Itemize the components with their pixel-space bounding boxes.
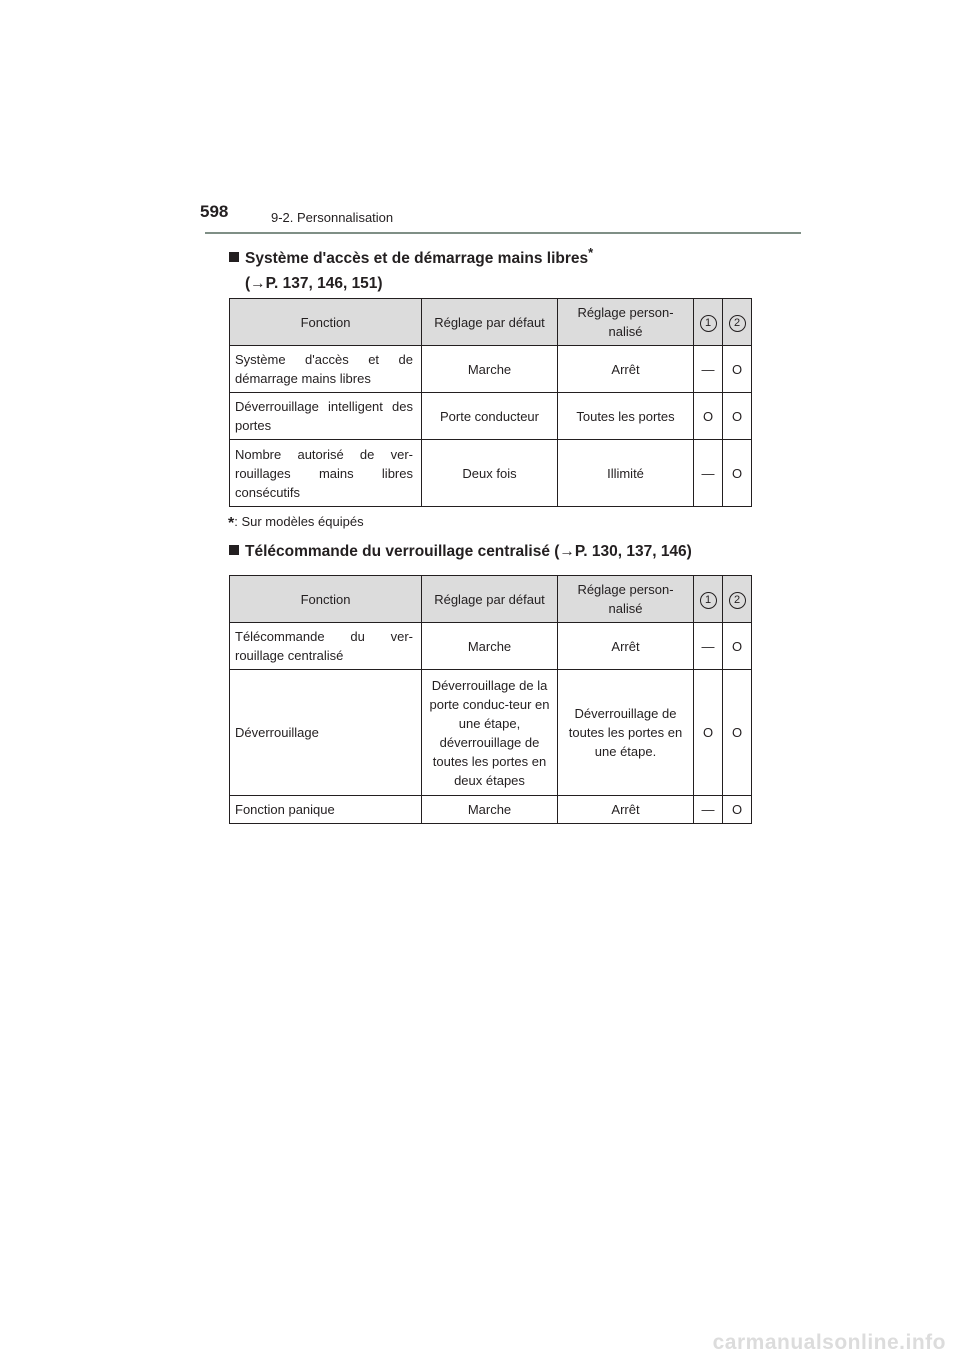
- footnote-asterisk: *: [228, 515, 235, 532]
- table-row: [230, 623, 752, 670]
- heading-remote-locking-title: Télécommande du verrouillage centralisé (→P. 130, 137, 146): [245, 543, 692, 560]
- cell-col1: —: [694, 623, 723, 670]
- header-custom: Réglage person-nalisé: [558, 299, 694, 346]
- table-header-row: [230, 299, 752, 346]
- cell-default: Marche: [422, 796, 558, 824]
- header-default: Réglage par défaut: [422, 299, 558, 346]
- circled-number-1-icon: 1: [700, 315, 717, 332]
- keyless-entry-table: [229, 298, 752, 507]
- square-bullet-icon: [229, 252, 239, 262]
- circled-number-2-icon: 2: [729, 315, 746, 332]
- heading-keyless-entry: [229, 240, 593, 296]
- table-header-row: [230, 576, 752, 623]
- cell-function: Fonction panique: [230, 796, 422, 824]
- table-row: [230, 440, 752, 507]
- cell-custom: Arrêt: [558, 346, 694, 393]
- cell-custom: Illimité: [558, 440, 694, 507]
- table-row: [230, 346, 752, 393]
- cell-col2: O: [723, 796, 752, 824]
- cell-custom: Déverrouillage de toutes les portes en une étape.: [558, 670, 694, 796]
- cell-function: Télécommande du ver-rouillage centralisé: [230, 623, 422, 670]
- table-row: [230, 670, 752, 796]
- cell-col2: O: [723, 670, 752, 796]
- cell-col1: —: [694, 796, 723, 824]
- cell-custom: Arrêt: [558, 623, 694, 670]
- cell-function: Système d'accès et de démarrage mains libres: [230, 346, 422, 393]
- remote-locking-table: [229, 575, 752, 824]
- cell-default: Marche: [422, 623, 558, 670]
- cell-default: Porte conducteur: [422, 393, 558, 440]
- circled-number-1-icon: 1: [700, 592, 717, 609]
- cell-col2: O: [723, 440, 752, 507]
- watermark-text: carmanualsonline.info: [712, 1331, 946, 1354]
- cell-col1: —: [694, 346, 723, 393]
- cell-custom: Arrêt: [558, 796, 694, 824]
- cell-col2: O: [723, 623, 752, 670]
- cell-col1: —: [694, 440, 723, 507]
- table-row: [230, 393, 752, 440]
- header-default: Réglage par défaut: [422, 576, 558, 623]
- circled-number-2-icon: 2: [729, 592, 746, 609]
- footnote-text: : Sur modèles équipés: [234, 514, 364, 529]
- square-bullet-icon: [229, 545, 239, 555]
- table-row: [230, 796, 752, 824]
- heading-keyless-entry-refs: (→P. 137, 146, 151): [245, 275, 383, 293]
- header-function: Fonction: [230, 576, 422, 623]
- header-col2: [723, 299, 752, 346]
- header-col1: [694, 299, 723, 346]
- header-custom: Réglage person-nalisé: [558, 576, 694, 623]
- cell-default: Deux fois: [422, 440, 558, 507]
- cell-col2: O: [723, 346, 752, 393]
- header-rule: [205, 232, 801, 234]
- cell-default: Déverrouillage de la porte conduc-teur en une étape, déverrouillage de toutes les portes en deux étapes: [422, 670, 558, 796]
- asterisk-mark: *: [588, 245, 594, 260]
- header-function: Fonction: [230, 299, 422, 346]
- cell-function: Déverrouillage: [230, 670, 422, 796]
- heading-remote-locking: [229, 539, 692, 564]
- header-col2: [723, 576, 752, 623]
- header-col1: [694, 576, 723, 623]
- cell-function: Déverrouillage intelligent des portes: [230, 393, 422, 440]
- section-title: 9-2. Personnalisation: [271, 210, 394, 225]
- heading-keyless-entry-title: Système d'accès et de démarrage mains libres: [245, 250, 589, 268]
- cell-default: Marche: [422, 346, 558, 393]
- cell-col1: O: [694, 393, 723, 440]
- cell-col2: O: [723, 393, 752, 440]
- footnote: [228, 514, 364, 533]
- cell-custom: Toutes les portes: [558, 393, 694, 440]
- page-number: 598: [200, 202, 229, 221]
- watermark: [0, 1331, 960, 1358]
- cell-function: Nombre autorisé de ver-rouillages mains libres consécutifs: [230, 440, 422, 507]
- cell-col1: O: [694, 670, 723, 796]
